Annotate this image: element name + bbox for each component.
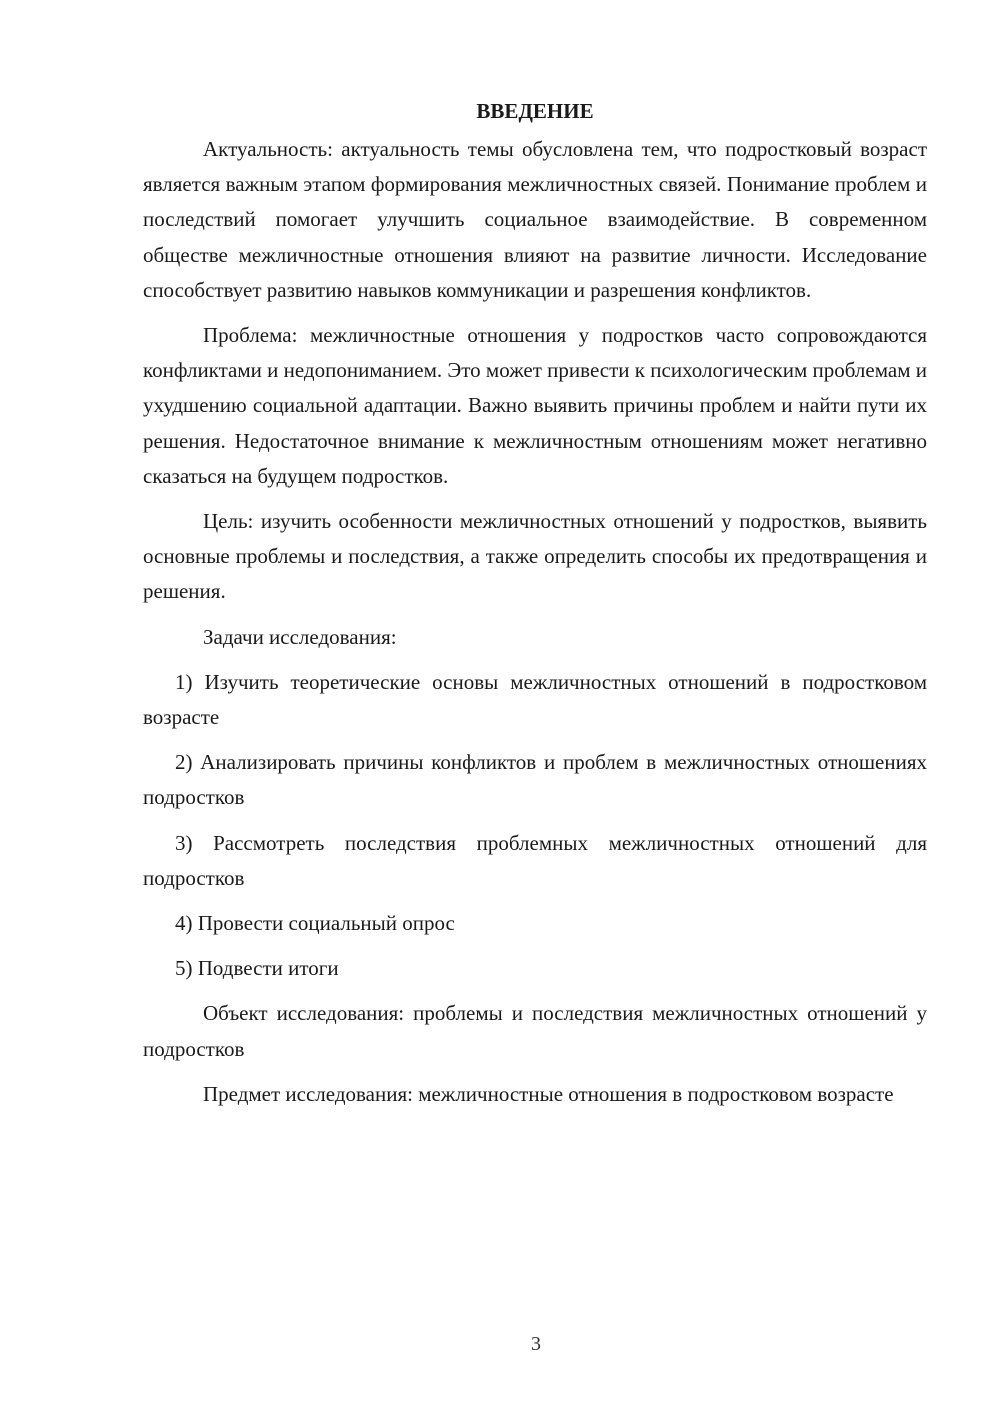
tasks-heading: Задачи исследования:: [203, 624, 397, 649]
page-number: 3: [531, 1333, 541, 1355]
task-item-2: 2) Анализировать причины конфликтов и проблем в межличностных отношениях подростков: [143, 750, 927, 810]
problem-paragraph: Проблема: межличностные отношения у подростков часто сопровождаются конфликтами и недопониманием. Это может привести к психологическим проблемам и ухудшению социальной адаптации. Важно выявить причины проблем и найти пути их решения. Недостаточное внимание к межличностным отношениям может негативно сказаться на будущем подростков.: [143, 323, 927, 488]
task-item-1: 1) Изучить теоретические основы межличностных отношений в подростковом возрасте: [143, 669, 927, 730]
relevance-paragraph: Актуальность: актуальность темы обусловлена тем, что подростковый возраст является важным этапом формирования межличностных связей. Понимание проблем и последствий помогает улучшить социальное взаимодействие. В современном обществе межличностные отношения влияют на развитие личности. Исследование способствует развитию навыков коммуникации и разрешения конфликтов.: [143, 137, 927, 302]
task-item-3: 3) Рассмотреть последствия проблемных межличностных отношений для подростков: [143, 830, 927, 890]
object-paragraph: Объект исследования: проблемы и последствия межличностных отношений у подростков: [143, 1001, 927, 1061]
task-item-4: 4) Провести социальный опрос: [175, 911, 455, 936]
task-item-5: 5) Подвести итоги: [175, 956, 339, 981]
page-title: ВВЕДЕНИЕ: [476, 99, 594, 123]
document-page: [143, 94, 927, 1122]
goal-paragraph: Цель: изучить особенности межличностных отношений у подростков, выявить основные проблемы и последствия, а также определить способы их предотвращения и решения.: [143, 509, 927, 604]
subject-paragraph: Предмет исследования: межличностные отношения в подростковом возрасте: [203, 1081, 894, 1106]
